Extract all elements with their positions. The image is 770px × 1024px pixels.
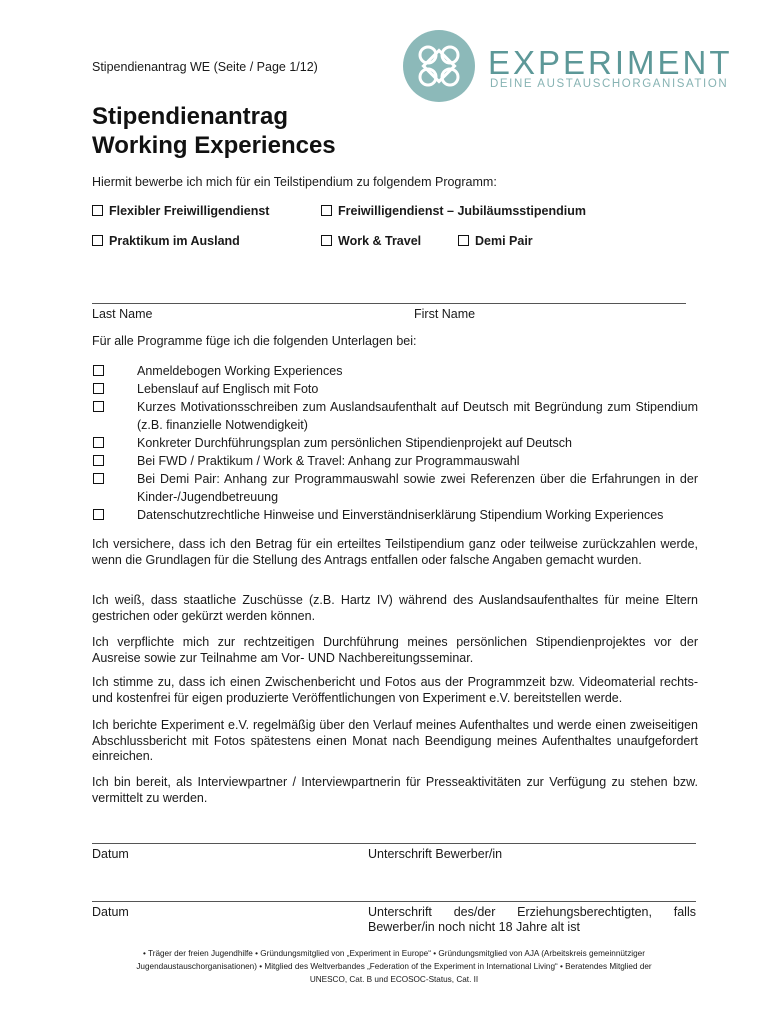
paragraph-subsidies: Ich weiß, dass staatliche Zuschüsse (z.B. Hartz IV) während des Auslandsaufenthaltes für meine Eltern gestrichen oder gekürzt werden können. [92,593,698,623]
checkbox[interactable] [321,235,332,246]
checkbox[interactable] [93,473,104,484]
checkbox[interactable] [321,205,332,216]
checkbox[interactable] [93,455,104,466]
document-label: Datenschutzrechtliche Hinweise und Einverständniserklärung Stipendium Working Experiences [137,508,664,522]
date-label-1: Datum [92,847,129,861]
date-label-2: Datum [92,905,129,919]
document-item [92,398,698,434]
checkbox[interactable] [93,365,104,376]
last-name-label: Last Name [92,307,153,321]
option-praktikum-im-ausland[interactable] [92,234,240,248]
footer-line-2: Jugendaustauschorganisationen) • Mitglied des Weltverbandes „Federation of the Experiment in International Living“ • Beratendes Mitglied der [136,962,652,971]
paragraph-repayment: Ich versichere, dass ich den Betrag für ein erteiltes Teilstipendium ganz oder teilweise zurückzahlen werde, wenn die Grundlagen für die Stellung des Antrags entfallen oder falsche Angaben gemacht wurden. [92,537,698,567]
option-label: Demi Pair [475,234,533,248]
page-title [92,102,336,160]
document-label: Konkreter Durchführungsplan zum persönlichen Stipendienprojekt auf Deutsch [137,436,572,450]
option-label: Flexibler Freiwilligendienst [109,204,270,218]
paragraph-project: Ich verpflichte mich zur rechtzeitigen Durchführung meines persönlichen Stipendienprojektes vor der Ausreise sowie zur Teilnahme am Vor- UND Nachbereitungsseminar. [92,635,698,665]
celtic-knot-icon [403,30,475,102]
document-item [92,434,698,452]
name-field-line[interactable] [92,303,686,304]
footer [92,947,696,986]
option-label: Freiwilligendienst – Jubiläumsstipendium [338,204,586,218]
signature-line-applicant[interactable] [92,843,696,844]
documents-title: Für alle Programme füge ich die folgenden Unterlagen bei: [92,334,417,348]
option-demi-pair[interactable] [458,234,533,248]
logo-subtitle: DEINE AUSTAUSCHORGANISATION [490,78,729,90]
document-label: Bei Demi Pair: Anhang zur Programmauswahl sowie zwei Referenzen über die Erfahrungen in der Kinder-/Jugendbetreuung [137,472,698,504]
first-name-label: First Name [414,307,476,321]
checkbox[interactable] [92,235,103,246]
intro-text: Hiermit bewerbe ich mich für ein Teilstipendium zu folgendem Programm: [92,175,497,189]
page-label: Stipendienantrag WE (Seite / Page 1/12) [92,60,318,74]
paragraph-media-consent: Ich stimme zu, dass ich einen Zwischenbericht und Fotos aus der Programmzeit bzw. Videomaterial rechts- und kostenfrei für eigen produzierte Veröffentlichungen von Experiment e.V. bereitstellen werde. [92,675,698,705]
document-label: Bei FWD / Praktikum / Work & Travel: Anhang zur Programmauswahl [137,454,520,468]
option-label: Work & Travel [338,234,422,248]
checkbox[interactable] [92,205,103,216]
option-flexibler-freiwilligendienst[interactable] [92,204,269,218]
paragraph-interview: Ich bin bereit, als Interviewpartner / Interviewpartnerin für Presseaktivitäten zur Verfügung zu stehen bzw. vermittelt zu werden. [92,775,698,805]
paragraph-report: Ich berichte Experiment e.V. regelmäßig über den Verlauf meines Aufenthaltes und werde einen zweiseitigen Abschlussbericht mit Fotos spätestens einen Monat nach Beendigung meines Aufenthaltes unaufgefordert einreichen. [92,718,698,763]
checkbox[interactable] [93,509,104,520]
document-item [92,470,698,506]
logo-wordmark: EXPERIMENT [488,44,733,81]
documents-list [92,362,698,524]
option-jubilaeumsstipendium[interactable] [321,204,586,218]
checkbox[interactable] [93,383,104,394]
document-label: Lebenslauf auf Englisch mit Foto [137,382,319,396]
document-item [92,362,698,380]
document-item [92,452,698,470]
applicant-signature-label: Unterschrift Bewerber/in [368,847,503,861]
title-line-2: Working Experiences [92,132,336,159]
document-label: Kurzes Motivationsschreiben zum Auslandsaufenthalt auf Deutsch mit Begründung zum Stipendium (z.B. finanzielle Notwendigkeit) [137,400,698,432]
option-work-and-travel[interactable] [321,234,421,248]
signature-line-guardian[interactable] [92,901,696,902]
footer-line-1: • Träger der freien Jugendhilfe • Gründungsmitglied von „Experiment in Europe“ • Gründungsmitglied von AJA (Arbeitskreis gemeinnütziger [143,949,645,958]
title-line-1: Stipendienantrag [92,103,289,130]
document-label: Anmeldebogen Working Experiences [137,364,343,378]
checkbox[interactable] [93,437,104,448]
checkbox[interactable] [93,401,104,412]
logo [400,30,745,102]
footer-line-3: UNESCO, Cat. B und ECOSOC-Status, Cat. II [309,975,479,984]
option-label: Praktikum im Ausland [109,234,240,248]
checkbox[interactable] [458,235,469,246]
document-item [92,380,698,398]
document-item [92,506,698,524]
guardian-signature-label: Unterschrift des/der Erziehungsberechtigten, falls Bewerber/in noch nicht 18 Jahre alt ist [368,905,696,934]
